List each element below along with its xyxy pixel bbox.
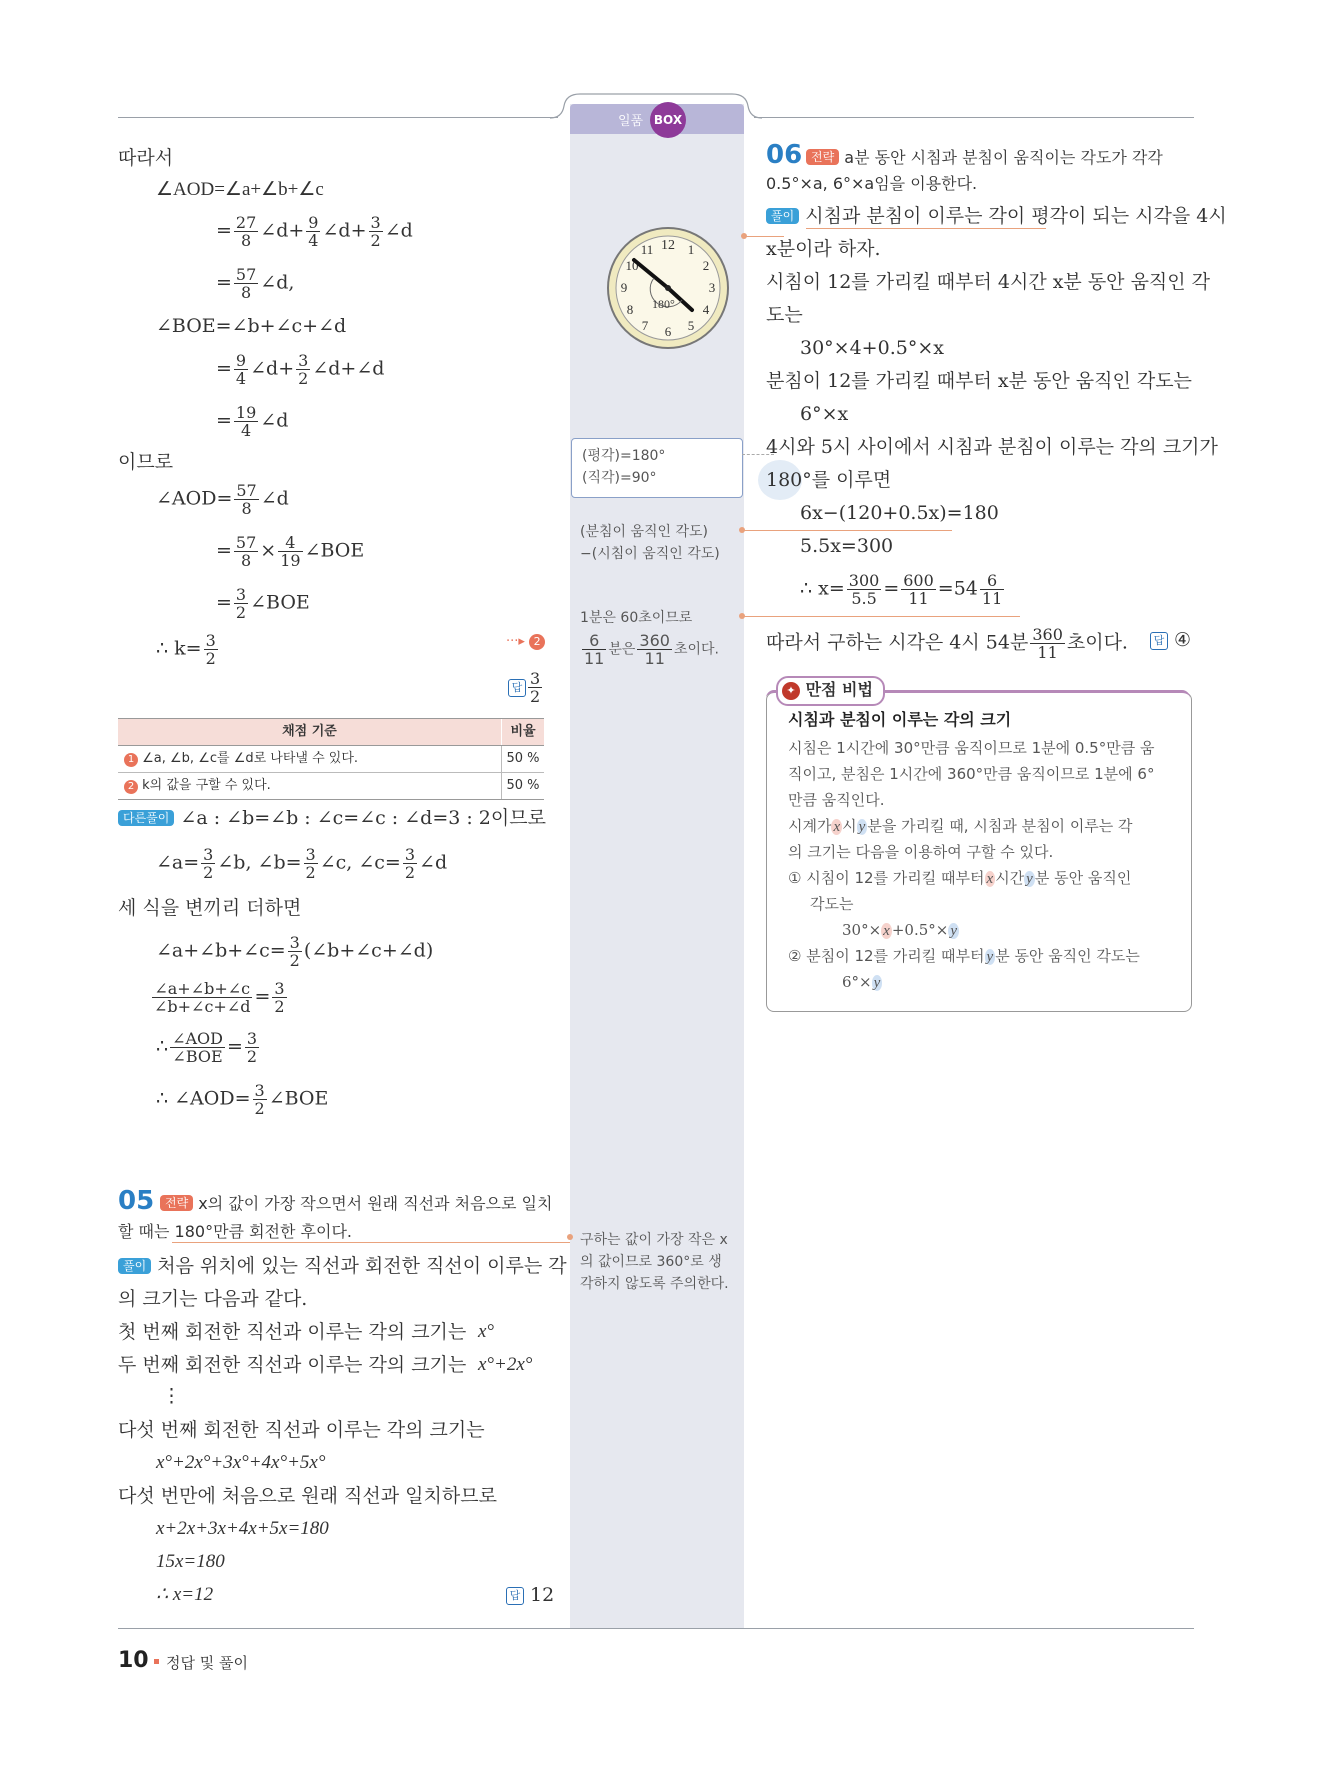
- connector-dot: [739, 613, 745, 619]
- alt-line-7: ∴ ∠AOD= $\frac{3}{2}$ ∠BOE: [156, 1081, 329, 1118]
- p05-sol-10: 15x=180: [156, 1551, 225, 1572]
- side-note-3: 1분은 60초이므로: [580, 610, 693, 626]
- tip-line-2: 시침은 1시간에 30°만큼 움직이므로 1분에 0.5°만큼 움: [788, 739, 1155, 757]
- clock-number: 4: [702, 302, 710, 317]
- clock-number: 10: [625, 258, 639, 273]
- alt-badge: 다른풀이: [118, 810, 174, 826]
- left-line-5: ∠BOE=∠b+∠c+∠d: [156, 315, 347, 337]
- clock-number: 3: [708, 280, 716, 295]
- tip-line-5: 시계가 x 시 y 분을 가리킬 때, 시침과 분침이 이루는 각: [788, 817, 1133, 835]
- p05-sol-8: 다섯 번만에 처음으로 원래 직선과 일치하므로: [118, 1485, 497, 1507]
- answer-icon: 답: [1150, 632, 1168, 650]
- alt-line-2: ∠a= $\frac{3}{2}$ ∠b, ∠b= $\frac{3}{2}$ ∠c, ∠c= $\frac{3}{2}$ ∠d: [156, 845, 448, 882]
- side-tab-box-badge: BOX: [650, 102, 686, 138]
- clock-number: 2: [702, 258, 710, 273]
- p05-sol-2: 의 크기는 다음과 같다.: [118, 1288, 308, 1310]
- p06-sol-underline: [806, 228, 1046, 229]
- row-ratio: 50 %: [501, 746, 544, 772]
- solution-badge: 풀이: [766, 208, 799, 224]
- row-ratio: 50 %: [501, 773, 544, 799]
- scoring-table-header: [118, 718, 544, 746]
- side-note-4: $\frac{6}{11}$ 분은 $\frac{360}{11}$ 초이다.: [584, 631, 719, 668]
- solution-badge: 풀이: [118, 1258, 151, 1274]
- p06-sol-13: 따라서 구하는 시각은 4시 54분 $\frac{360}{11}$ 초이다.: [766, 625, 1128, 662]
- clock-figure: [606, 226, 730, 350]
- left-line-1: 따라서: [118, 147, 174, 169]
- answer-06-value: ④: [1174, 629, 1192, 651]
- answer-04: 답 $\frac{3}{2}$: [508, 670, 544, 705]
- p06-sol-11: 5.5x=300: [800, 535, 894, 557]
- clock-number: 9: [620, 280, 628, 295]
- alt-line-4: ∠a+∠b+∠c= $\frac{3}{2}$ (∠b+∠c+∠d): [156, 933, 434, 970]
- answer-icon: 답: [506, 1587, 524, 1605]
- clock-number: 8: [626, 302, 634, 317]
- side-def-2: (직각)=90°: [582, 470, 657, 486]
- left-line-4: = $\frac{57}{8}$ ∠d,: [216, 265, 295, 302]
- p06-sol-2: x분이라 하자.: [766, 238, 881, 260]
- tip-line-4: 만큼 움직인다.: [788, 791, 885, 809]
- side-note-2: −(시침이 움직인 각도): [580, 546, 720, 562]
- p05-sol-9: x+2x+3x+4x+5x=180: [156, 1518, 329, 1539]
- connector-line: [742, 530, 952, 531]
- p06-sol-5: 30°×4+0.5°×x: [800, 337, 944, 359]
- p05-sol-3: 첫 번째 회전한 직선과 이루는 각의 크기는: [118, 1321, 467, 1343]
- table-row: [118, 773, 544, 800]
- p05-strategy-1: 전략 x의 값이 가장 작으면서 원래 직선과 처음으로 일치: [160, 1192, 552, 1216]
- alt-line-3: 세 식을 변끼리 더하면: [118, 897, 302, 919]
- connector-dot: [567, 1234, 573, 1240]
- tip-title-tab: ✦ 만점 비법: [776, 676, 885, 706]
- clock-number: 1: [687, 242, 695, 257]
- tip-line-9: 30°× x +0.5°× y: [842, 921, 957, 939]
- clock-number: 6: [664, 324, 672, 339]
- header-rule-left: [118, 117, 558, 118]
- answer-icon: 답: [508, 679, 526, 697]
- p05-strategy-underline: [172, 1242, 570, 1243]
- answer-05-value: 12: [530, 1584, 555, 1606]
- connector-dot: [741, 233, 747, 239]
- strategy-badge: 전략: [160, 1195, 193, 1211]
- lightbulb-icon: ✦: [782, 682, 800, 700]
- side-def-1: (평각)=180°: [582, 448, 666, 464]
- header-rule-right: [754, 117, 1194, 118]
- clock-number: 5: [687, 318, 695, 333]
- clock-number: 12: [661, 238, 675, 253]
- p06-sol-7: 6°×x: [800, 403, 849, 425]
- p06-sol-6: 분침이 12를 가리킬 때부터 x분 동안 움직인 각도는: [766, 370, 1192, 392]
- answer-06: [1150, 628, 1191, 652]
- p06-sol-10: 6x−(120+0.5x)=180: [800, 502, 999, 524]
- p06-sol-12: ∴ x= $\frac{300}{5.5}$ = $\frac{600}{11}$ =54 $\frac{6}{11}$: [800, 571, 1003, 608]
- table-row: [118, 746, 544, 773]
- clock-number: 11: [640, 242, 654, 257]
- connector-dot: [739, 527, 745, 533]
- footer-rule: [118, 1628, 1194, 1629]
- p06-sol-9: 180°를 이루면: [766, 469, 892, 491]
- step-marker-number: 2: [529, 634, 545, 650]
- row-criteria: ∠a, ∠b, ∠c를 ∠d로 나타낼 수 있다.: [142, 751, 359, 766]
- p05-sol-11: ∴ x=12: [156, 1584, 214, 1605]
- connector-line: [742, 616, 1020, 617]
- problem-05-number: 05: [118, 1186, 155, 1216]
- tip-line-3: 직이고, 분침은 1시간에 360°만큼 움직이므로 1분에 6°: [788, 765, 1155, 783]
- left-line-10: = $\frac{57}{8}$ × $\frac{4}{19}$ ∠BOE: [216, 533, 365, 570]
- tip-line-7: ① 시침이 12를 가리킬 때부터 x 시간 y 분 동안 움직인: [788, 869, 1132, 887]
- p05-sol-4: 두 번째 회전한 직선과 이루는 각의 크기는: [118, 1354, 467, 1376]
- p05-strategy-2: 할 때는 180°만큼 회전한 후이다.: [118, 1222, 352, 1241]
- footer-separator: [154, 1659, 159, 1664]
- p05-sol-7: x°+2x°+3x°+4x°+5x°: [156, 1452, 326, 1473]
- row-number-badge: 1: [124, 753, 138, 767]
- side-note-1: (분침이 움직인 각도): [580, 524, 709, 540]
- p06-strategy-1: 전략 a분 동안 시침과 분침이 움직이는 각도가 각각: [806, 146, 1163, 170]
- strategy-badge: 전략: [806, 149, 839, 165]
- alt-line-1: 다른풀이 ∠a : ∠b=∠b : ∠c=∠c : ∠d=3 : 2이므로: [118, 806, 546, 830]
- p05-sol-1: 풀이 처음 위치에 있는 직선과 회전한 직선이 이루는 각: [118, 1254, 567, 1278]
- answer-05: [506, 1583, 554, 1607]
- left-line-3: = $\frac{27}{8}$ ∠d+ $\frac{9}{4}$ ∠d+ $\frac{3}{2}$ ∠d: [216, 213, 413, 250]
- p06-sol-4: 도는: [766, 304, 803, 326]
- left-line-7: = $\frac{19}{4}$ ∠d: [216, 403, 289, 440]
- left-line-2: ∠AOD=∠a+∠b+∠c: [156, 179, 324, 200]
- left-line-12: ∴ k= $\frac{3}{2}$: [156, 631, 216, 668]
- tip-line-10: ② 분침이 12를 가리킬 때부터 y 분 동안 움직인 각도는: [788, 947, 1140, 965]
- footer-label: 정답 및 풀이: [166, 1654, 248, 1672]
- alt-line-6: ∴ $\frac{\text{∠AOD}}{\text{∠BOE}}$ = $\frac{3}{2}$: [156, 1029, 258, 1066]
- p05-sol-5: ⋮: [162, 1385, 181, 1407]
- tip-line-11: 6°× y: [842, 973, 881, 991]
- scoring-header-ratio: 비율: [501, 719, 544, 745]
- left-line-9: ∠AOD= $\frac{57}{8}$ ∠d: [156, 481, 289, 518]
- p06-sol-8: 4시와 5시 사이에서 시침과 분침이 이루는 각의 크기가: [766, 436, 1218, 458]
- alt-line-5: $\frac{\angle a+\angle b+\angle c}{\angle b+\angle c+\angle d}$ = $\frac{3}{2}$: [154, 979, 285, 1016]
- side-note-7: 각하지 않도록 주의한다.: [580, 1276, 729, 1292]
- tip-line-1: 시침과 분침이 이루는 각의 크기: [788, 710, 1012, 729]
- row-number-badge: 2: [124, 780, 138, 794]
- p05-sol-3-value: x°: [478, 1321, 495, 1342]
- tip-line-8: 각도는: [810, 895, 854, 913]
- clock-angle-label: 180°: [652, 297, 675, 311]
- scoring-header-criteria: 채점 기준: [282, 724, 337, 739]
- p06-strategy-2: 0.5°×a, 6°×a임을 이용한다.: [766, 174, 978, 193]
- page-number: 10: [118, 1648, 149, 1673]
- side-note-5: 구하는 값이 가장 작은 x: [580, 1232, 728, 1248]
- row-criteria: k의 값을 구할 수 있다.: [142, 778, 271, 793]
- left-line-11: = $\frac{3}{2}$ ∠BOE: [216, 585, 310, 622]
- left-line-8: 이므로: [118, 451, 174, 473]
- step-marker: ···▸ 2: [506, 634, 545, 650]
- side-tab-label: 일품: [618, 114, 644, 129]
- side-note-6: 의 값이므로 360°로 생: [580, 1254, 722, 1270]
- p06-sol-3: 시침이 12를 가리킬 때부터 4시간 x분 동안 움직인 각: [766, 271, 1211, 293]
- p06-sol-1: 풀이 시침과 분침이 이루는 각이 평각이 되는 시각을 4시: [766, 204, 1227, 228]
- tip-line-6: 의 크기는 다음을 이용하여 구할 수 있다.: [788, 843, 1054, 861]
- p05-sol-4-value: x°+2x°: [478, 1354, 533, 1375]
- left-line-6: = $\frac{9}{4}$ ∠d+ $\frac{3}{2}$ ∠d+∠d: [216, 351, 385, 388]
- p05-sol-6: 다섯 번째 회전한 직선과 이루는 각의 크기는: [118, 1419, 485, 1441]
- clock-number: 7: [641, 318, 649, 333]
- scoring-table: [118, 718, 544, 800]
- problem-06-number: 06: [766, 140, 803, 170]
